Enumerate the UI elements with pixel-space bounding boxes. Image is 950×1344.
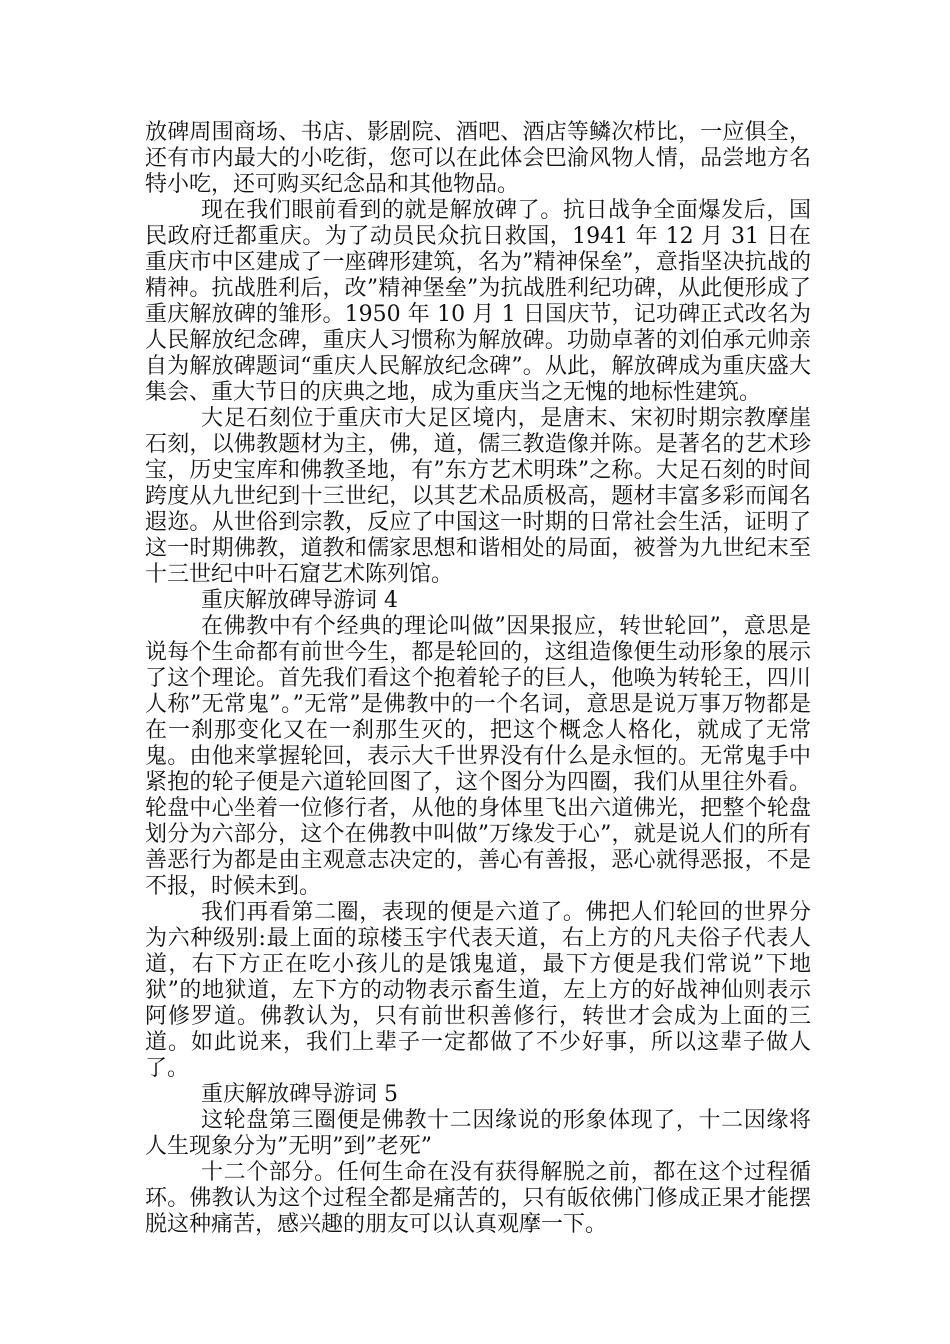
paragraph-six-realms: 我们再看第二圈，表现的便是六道了。佛把人们轮回的世界分为六种级别:最上面的琼楼玉宇代表天道，右上方的凡夫俗子代表人道，右下方正在吃小孩儿的是饿鬼道，最下方便是我们常说”下地狱”的地狱道，左下方的动物表示畜生道，左上方的好战神仙则表示阿修罗道。佛教认为，只有前世积善修行，转世才会成为上面的三道。如此说来，我们上辈子一定都做了不少好事，所以这辈子做人了。 [145,900,811,1081]
document-page [145,120,811,1238]
section-heading-5: 重庆解放碑导游词 5 [201,1082,398,1107]
section-heading-4: 重庆解放碑导游词 4 [201,588,398,613]
paragraph-twelve-links-detail: 十二个部分。任何生命在没有获得解脱之前，都在这个过程循环。佛教认为这个过程全都是痛苦的，只有皈依佛门修成正果才能摆脱这种痛苦，感兴趣的朋友可以认真观摩一下。 [145,1160,811,1237]
paragraph-dazu-rock-carvings: 大足石刻位于重庆市大足区境内，是唐末、宋初时期宗教摩崖石刻，以佛教题材为主，佛，道，儒三教造像并陈。是著名的艺术珍宝，历史宝库和佛教圣地，有”东方艺术明珠”之称。大足石刻的时间跨度从九世纪到十三世纪，以其艺术品质极高，题材丰富多彩而闻名遐迩。从世俗到宗教，反应了中国这一时期的日常社会生活，证明了这一时期佛教，道教和儒家思想和谐相处的局面，被誉为九世纪末至十三世纪中叶石窟艺术陈列馆。 [145,406,811,587]
paragraph-jiefangbei-history: 现在我们眼前看到的就是解放碑了。抗日战争全面爆发后，国民政府迁都重庆。为了动员民众抗日救国，1941 年 12 月 31 日在重庆市中区建成了一座碑形建筑，名为”精神保垒”，意指坚决抗战的精神。抗战胜利后，改”精神堡垒”为抗战胜利纪功碑，从此便形成了重庆解放碑的雏形。1950 年 10 月 1 日国庆节，记功碑正式改名为人民解放纪念碑，重庆人习惯称为解放碑。功勋卓著的刘伯承元帅亲自为解放碑题词“重庆人民解放纪念碑”。从此，解放碑成为重庆盛大集会、重大节日的庆典之地，成为重庆当之无愧的地标性建筑。 [145,198,811,405]
paragraph-jiefangbei-surroundings: 放碑周围商场、书店、影剧院、酒吧、酒店等鳞次栉比，一应俱全，还有市内最大的小吃街，您可以在此体会巴渝风物人情，品尝地方名特小吃，还可购买纪念品和其他物品。 [145,120,811,197]
paragraph-twelve-links-intro: 这轮盘第三圈便是佛教十二因缘说的形象体现了，十二因缘将人生现象分为”无明”到”老死” [145,1108,811,1159]
paragraph-karma-wheel: 在佛教中有个经典的理论叫做”因果报应，转世轮回”，意思是说每个生命都有前世今生，都是轮回的，这组造像便生动形象的展示了这个理论。首先我们看这个抱着轮子的巨人，他唤为转轮王，四川人称”无常鬼”。”无常”是佛教中的一个名词，意思是说万事万物都是在一刹那变化又在一刹那生灭的，把这个概念人格化，就成了无常鬼。由他来掌握轮回，表示大千世界没有什么是永恒的。无常鬼手中紧抱的轮子便是六道轮回图了，这个图分为四圈，我们从里往外看。轮盘中心坐着一位修行者，从他的身体里飞出六道佛光，把整个轮盘划分为六部分，这个在佛教中叫做”万缘发于心”，就是说人们的所有善恶行为都是由主观意志决定的，善心有善报，恶心就得恶报，不是不报，时候未到。 [145,614,811,899]
